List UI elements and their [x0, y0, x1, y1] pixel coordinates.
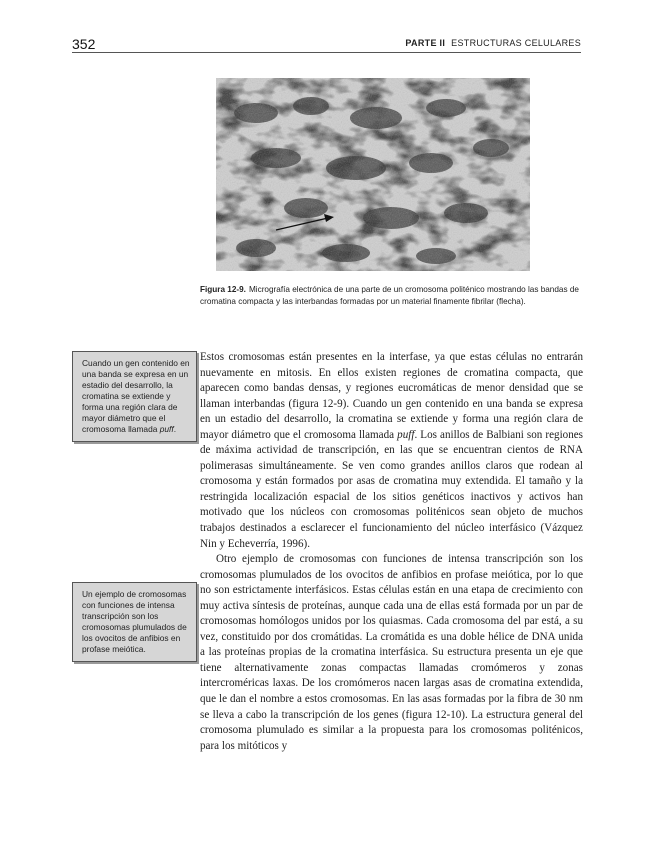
paragraph: Otro ejemplo de cromosomas con funciones de intensa transcripción son los cromosomas plumulados de los ovocitos de anfibios en profase meiótica, por lo que no son estrictamente interfásicos. Estas células están en una etapa de crecimiento con muy activa síntesis de proteínas, aunque cada una de ellas está formada por un par de cromosomas homólogos unidos por los quiasmas. Cada cromosoma del par está, a su vez, constituido por dos cromátidas. La cromátida es una doble hélice de DNA unida a las proteínas propias de la cromatina interfásica. Su estructura presenta un eje que tiene alternativamente zonas compactas llamadas cromómeros y zonas intercroméricas laxas. De los cromómeros nacen largas asas de cromatina extendida, que le dan el nombre a estos cromosomas. En las asas formadas por la fibra de 30 nm se lleva a cabo la transcripción de los genes (figura 12-10). La estructura general del cromosoma plumulado es similar a la propuesta para los cromosomas politénicos, para los mitóticos y: [200, 553, 583, 752]
margin-note-term: puff: [159, 424, 174, 434]
figure-caption: [200, 284, 586, 307]
page-number: 352: [72, 36, 96, 52]
paragraph-text: Estos cromosomas están presentes en la interfase, ya que estas células no entrarán nuevamente en mitosis. En ellos existen regiones de cromatina compacta, que aparecen como bandas densas, y regiones eucromáticas de menor densidad que se llaman interbandas (figura 12-9). Cuando un gen contenido en una banda se expresa en un estadio del desarrollo, la cromatina se extiende y forma una región clara de mayor diámetro que el cromosoma llamada: [200, 351, 583, 441]
paragraph: [200, 350, 583, 552]
running-head: [405, 38, 581, 48]
micrograph-graphic: [216, 78, 530, 271]
margin-note-text: Un ejemplo de cromosomas con funciones de intensa transcripción son los cromosomas plumulados de los ovocitos de anfibios en profase meiótica.: [82, 589, 187, 654]
margin-note: [72, 582, 197, 662]
part-label: PARTE II: [405, 38, 446, 48]
header-rule: [72, 52, 581, 53]
term-puff: puff: [397, 428, 415, 441]
section-title: ESTRUCTURAS CELULARES: [451, 38, 581, 48]
paragraph-text: . Los anillos de Balbiani son regiones de máxima actividad de transcripción, en las que se encuentran cientos de RNA polimerasas simultáneamente. Se ven como grandes anillos claros que rodean al cromosoma y están formados por asas de cromatina muy extendida. El tamaño y la restringida localización espacial de los sitios genéticos inactivos y activos han motivado que los núcleos con cromosomas politénicos sean objeto de muchos trabajos destinados a esclarecer el funcionamiento del núcleo interfásico (Vázquez Nin y Echeverría, 1996).: [200, 428, 583, 550]
margin-note-end: .: [173, 424, 177, 434]
electron-micrograph-image: [216, 78, 530, 271]
margin-note-text: Cuando un gen contenido en una banda se expresa en un estadio del desarrollo, la cromatina se extiende y forma una región clara de mayor diámetro que el cromosoma llamada: [82, 358, 190, 434]
body-text: [200, 350, 583, 754]
margin-note: [72, 351, 197, 442]
caption-label: Figura 12-9.: [200, 285, 246, 294]
caption-text: Micrografía electrónica de una parte de un cromosoma politénico mostrando las bandas de cromatina compacta y las interbandas formadas por un material finamente fibrilar (flecha).: [200, 285, 579, 306]
